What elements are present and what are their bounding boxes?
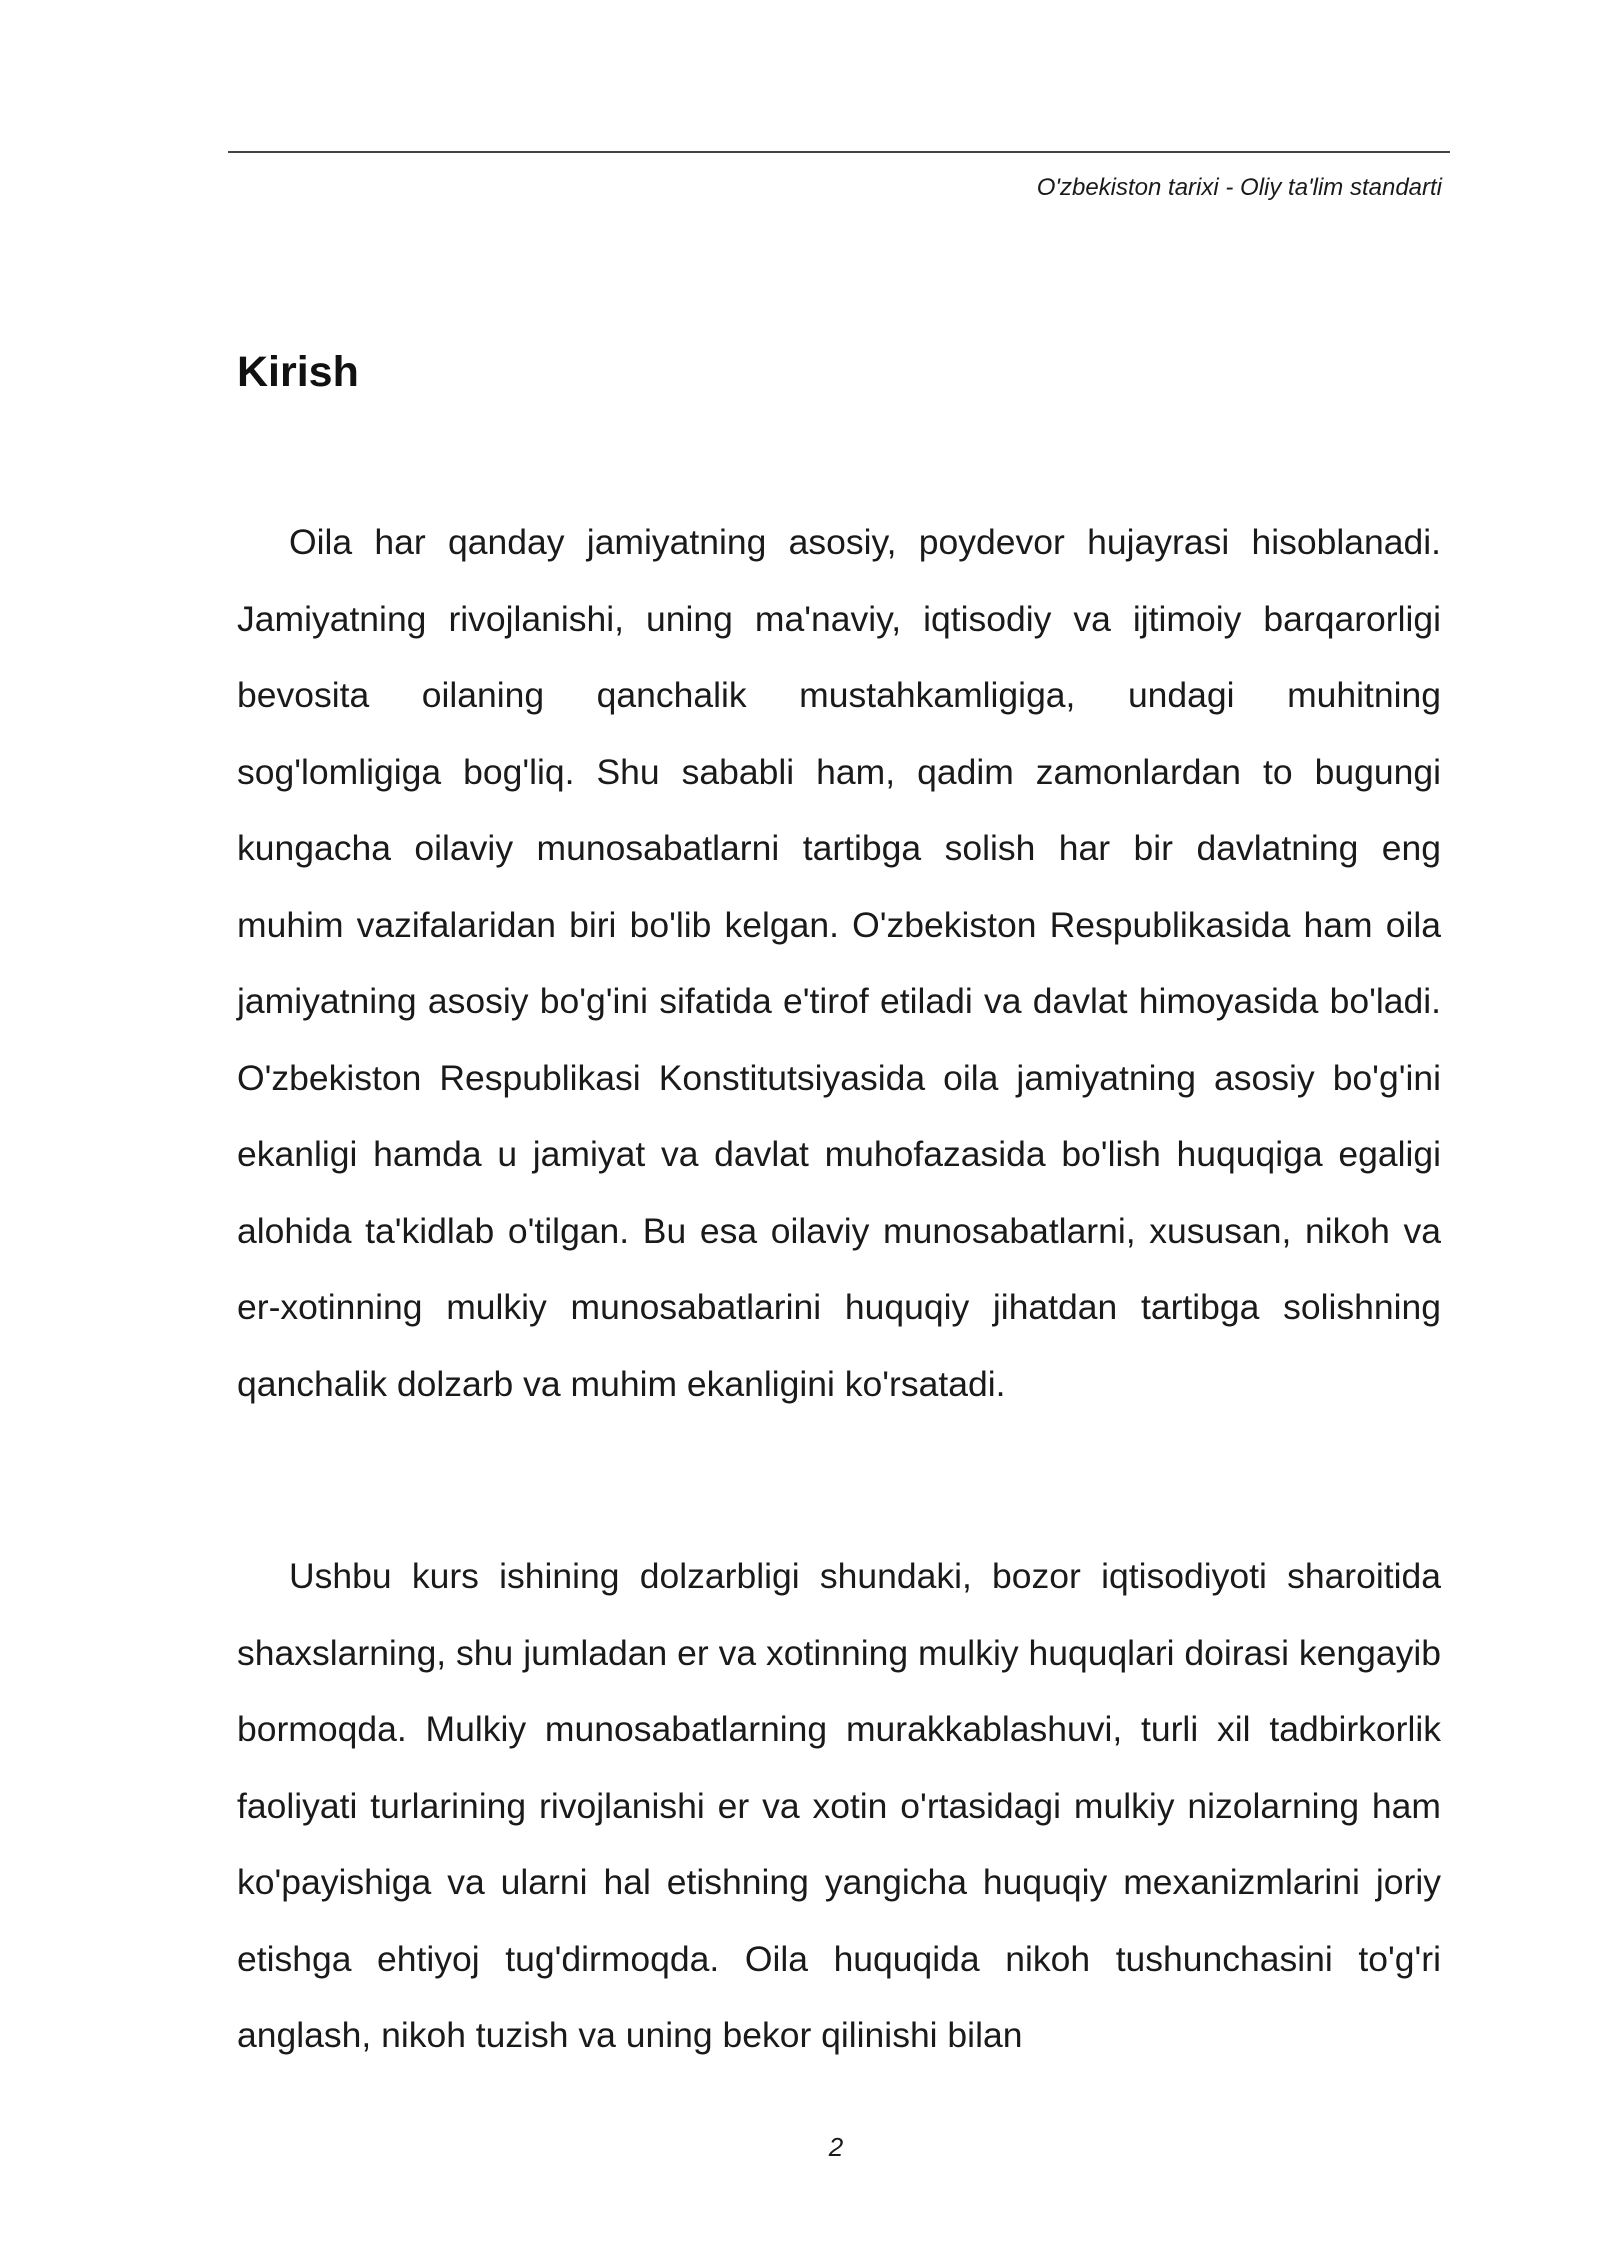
page-number: 2 <box>828 2132 844 2162</box>
header-rule <box>228 151 1450 153</box>
running-header: O'zbekiston tarixi - Oliy ta'lim standarti <box>1036 174 1442 201</box>
body-paragraph-1: Oila har qanday jamiyatning asosiy, poydevor hujayrasi hisoblanadi. Jamiyatning rivojlanishi, uning ma'naviy, iqtisodiy va ijtimoiy barqarorligi bevosita oilaning qanchalik mustahkamligiga, undagi muhitning sog'lomligiga bog'liq. Shu sababli ham, qadim zamonlardan to bugungi kungacha oilaviy munosabatlarni tartibga solish har bir davlatning eng muhim vazifalaridan biri bo'lib kelgan. O'zbekiston Respublikasida ham oila jamiyatning asosiy bo'g'ini sifatida e'tirof etiladi va davlat himoyasida bo'ladi. O'zbekiston Respublikasi Konstitutsiyasida oila jamiyatning asosiy bo'g'ini ekanligi hamda u jamiyat va davlat muhofazasida bo'lish huquqiga egaligi alohida ta'kidlab o'tilgan. Bu esa oilaviy munosabatlarni, xususan, nikoh va er-xotinning mulkiy munosabatlarini huquqiy jihatdan tartibga solishning qanchalik dolzarb va muhim ekanligini ko'rsatadi. <box>237 522 1441 1404</box>
body-paragraph-2: Ushbu kurs ishining dolzarbligi shundaki, bozor iqtisodiyoti sharoitida shaxslarning, shu jumladan er va xotinning mulkiy huquqlari doirasi kengayib bormoqda. Mulkiy munosabatlarning murakkablashuvi, turli xil tadbirkorlik faoliyati turlarining rivojlanishi er va xotin o'rtasidagi mulkiy nizolarning ham ko'payishiga va ularni hal etishning yangicha huquqiy mexanizmlarini joriy etishga ehtiyoj tug'dirmoqda. Oila huquqida nikoh tushunchasini to'g'ri anglash, nikoh tuzish va uning bekor qilinishi bilan <box>237 1556 1441 2055</box>
section-heading: Kirish <box>237 348 359 396</box>
